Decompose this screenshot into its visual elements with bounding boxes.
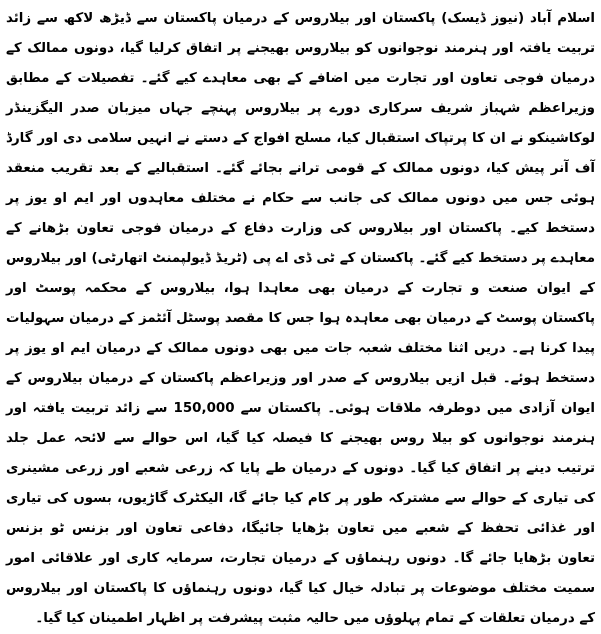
article-body: اسلام آباد (نیوز ڈیسک) پاکستان اور بیلاروس کے درمیان پاکستان سے ڈیڑھ لاکھ سے زائد تربیت یافتہ اور ہنرمند نوجوانوں کو بیلاروس بھیجنے پر اتفاق کرلیا گیا، دونوں ممالک کے درمیان فوجی تعاون اور تجارت میں اضافے کے بھی معاہدے کیے گئے۔ تفصیلات کے مطابق وزیراعظم شہباز شریف سرکاری دورے پر بیلاروس پہنچے جہاں میزبان صدر الیگزینڈر لوکاشینکو نے ان کا پرتپاک استقبال کیا، مسلح افواج کے دستے نے انہیں سلامی دی اور گارڈ آف آنر پیش کیا، دونوں ممالک کے قومی ترانے بجائے گئے۔ استقبالیے کے بعد تقریب منعقد ہوئی جس میں دونوں ممالک کی جانب سے حکام نے مختلف معاہدوں اور ایم او یوز پر دستخط کیے۔ پاکستان اور بیلاروس کی وزارت دفاع کے درمیان فوجی تعاون بڑھانے کے معاہدے پر دستخط کیے گئے۔ پاکستان کے ٹی ڈی اے پی (ٹریڈ ڈیولپمنٹ اتھارٹی) اور بیلاروس کے ایوان صنعت و تجارت کے درمیان بھی معاہدا ہوا، بیلاروس کے محکمہ پوسٹ اور پاکستان پوسٹ کے درمیان بھی معاہدہ ہوا جس کا مقصد پوسٹل آئٹمز کے درمیان سہولیات پیدا کرنا ہے۔ دریں اثنا مختلف شعبہ جات میں بھی دونوں ممالک کے درمیان ایم او یوز پر دستخط ہوئے۔ قبل ازیں بیلاروس کے صدر اور وزیراعظم پاکستان کے درمیان بیلاروس کے ایوان آزادی میں دوطرفہ ملاقات ہوئی۔ پاکستان سے 150,000 سے زائد تربیت یافتہ اور ہنرمند نوجوانوں کو بیلا روس بھیجنے کا فیصلہ کیا گیا، اس حوالے سے لائحہ عمل جلد ترتیب دینے پر اتفاق کیا گیا۔ دونوں کے درمیان طے پایا کہ زرعی شعبے اور زرعی مشینری کی تیاری کے حوالے سے مشترکہ طور پر کام کیا جائے گا، الیکٹرک گاڑیوں، بسوں کی تیاری اور غذائی تحفظ کے شعبے میں تعاون بڑھایا جائیگا، دفاعی تعاون اور بزنس ٹو بزنس تعاون بڑھایا جائے گا۔ دونوں رہنماؤں کے درمیان تجارت، سرمایہ کاری اور علاقائی امور سمیت مختلف موضوعات پر تبادلہ خیال کیا گیا، دونوں رہنماؤں کا پاکستان اور بیلاروس کے درمیان تعلقات کے تمام پہلوؤں میں حالیہ مثبت پیشرفت پر اظہار اطمینان کیا گیا۔ <box>6 11 595 626</box>
